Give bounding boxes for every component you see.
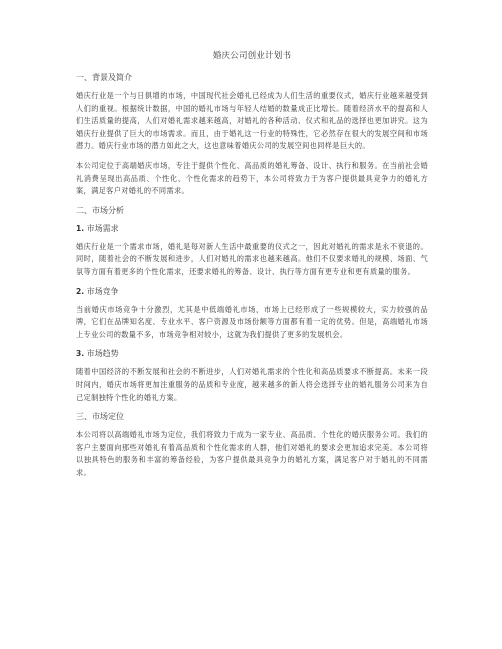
paragraph-background-1: 婚庆行业是一个与日俱增的市场，中国现代社会婚礼已经成为人们生活的重要仪式，婚庆行业越来越受到人们的重视。根据统计数据，中国的婚礼市场与年轻人结婚的数量成正比增长。随着经济水平的提高和人们生活质量的提高，人们对婚礼需求越来越高，对婚礼的各种活动、仪式和礼品的选择也更加讲究。这为婚庆行业提供了巨大的市场需求。而且，由于婚礼这一行业的特殊性，它必然存在很大的发展空间和市场潜力。婚庆行业市场的潜力如此之大，这也意味着婚庆公司的发展空间也同样是巨大的。 [76,91,428,151]
subheading-number: 3. [76,349,85,359]
paragraph-market-positioning: 本公司将以高端婚礼市场为定位，我们将致力于成为一家专业、高品质、个性化的婚庆服务公司。我们的客户主要面向那些对婚礼有着高品质和个性化需求的人群，他们对婚礼的要求会更加追求完美。本公司将以独具特色的服务和丰富的筹备经验，为客户提供最具竞争力的婚礼方案，满足客户对于婚礼的不同需求。 [76,430,428,477]
subheading-number: 1. [76,223,85,233]
paragraph-market-competition: 当前婚庆市场竞争十分激烈，尤其是中低端婚礼市场，市场上已经形成了一些规模较大，实力较强的品牌，它们在品牌知名度、专业水平、客户资源及市场份额等方面都有着一定的优势。但是，高端婚礼市场上专业公司的数量不多，市场竞争相对较小，这就为我们提供了更多的发展机会。 [76,304,428,339]
document-title: 婚庆公司创业计划书 [212,51,292,61]
section-heading-market-analysis: 二、市场分析 [76,205,124,215]
subheading-title: 市场需求 [86,223,119,233]
paragraph-background-2: 本公司定位于高端婚庆市场，专注于提供个性化、高品质的婚礼筹备、设计、执行和服务。在当前社会婚礼消费呈现出高品质、个性化、个性化需求的趋势下，本公司将致力于为客户提供最具竞争力的婚礼方案，满足客户对婚礼的不同需求。 [76,160,428,196]
section-heading-background: 一、背景及简介 [76,73,132,82]
document-body [76,50,428,486]
subheading-title: 市场竞争 [86,286,119,296]
paragraph-market-trend: 随着中国经济的不断发展和社会的不断进步，人们对婚礼需求的个性化和高品质要求不断提高。未来一段时间内，婚庆市场将更加注重服务的品质和专业度，越来越多的新人将会选择专业的婚礼服务公司来为自己定制独特个性化的婚礼方案。 [76,367,428,402]
subheading-number: 2. [76,286,85,296]
subheading-title: 市场趋势 [86,349,119,359]
subheading-market-demand [76,223,428,235]
section-heading-market-positioning: 三、市场定位 [76,412,124,422]
subheading-market-competition [76,286,428,298]
paragraph-market-demand: 婚庆行业是一个需求市场，婚礼是每对新人生活中最重要的仪式之一，因此对婚礼的需求是永不衰退的。同时，随着社会的不断发展和进步，人们对婚礼的需求也越来越高。他们不仅要求婚礼的规模、场面、气氛等方面有着更多的个性化需求，还要求婚礼的筹备、设计、执行等方面有更专业和更有质量的服务。 [76,241,428,276]
subheading-market-trend [76,348,428,360]
